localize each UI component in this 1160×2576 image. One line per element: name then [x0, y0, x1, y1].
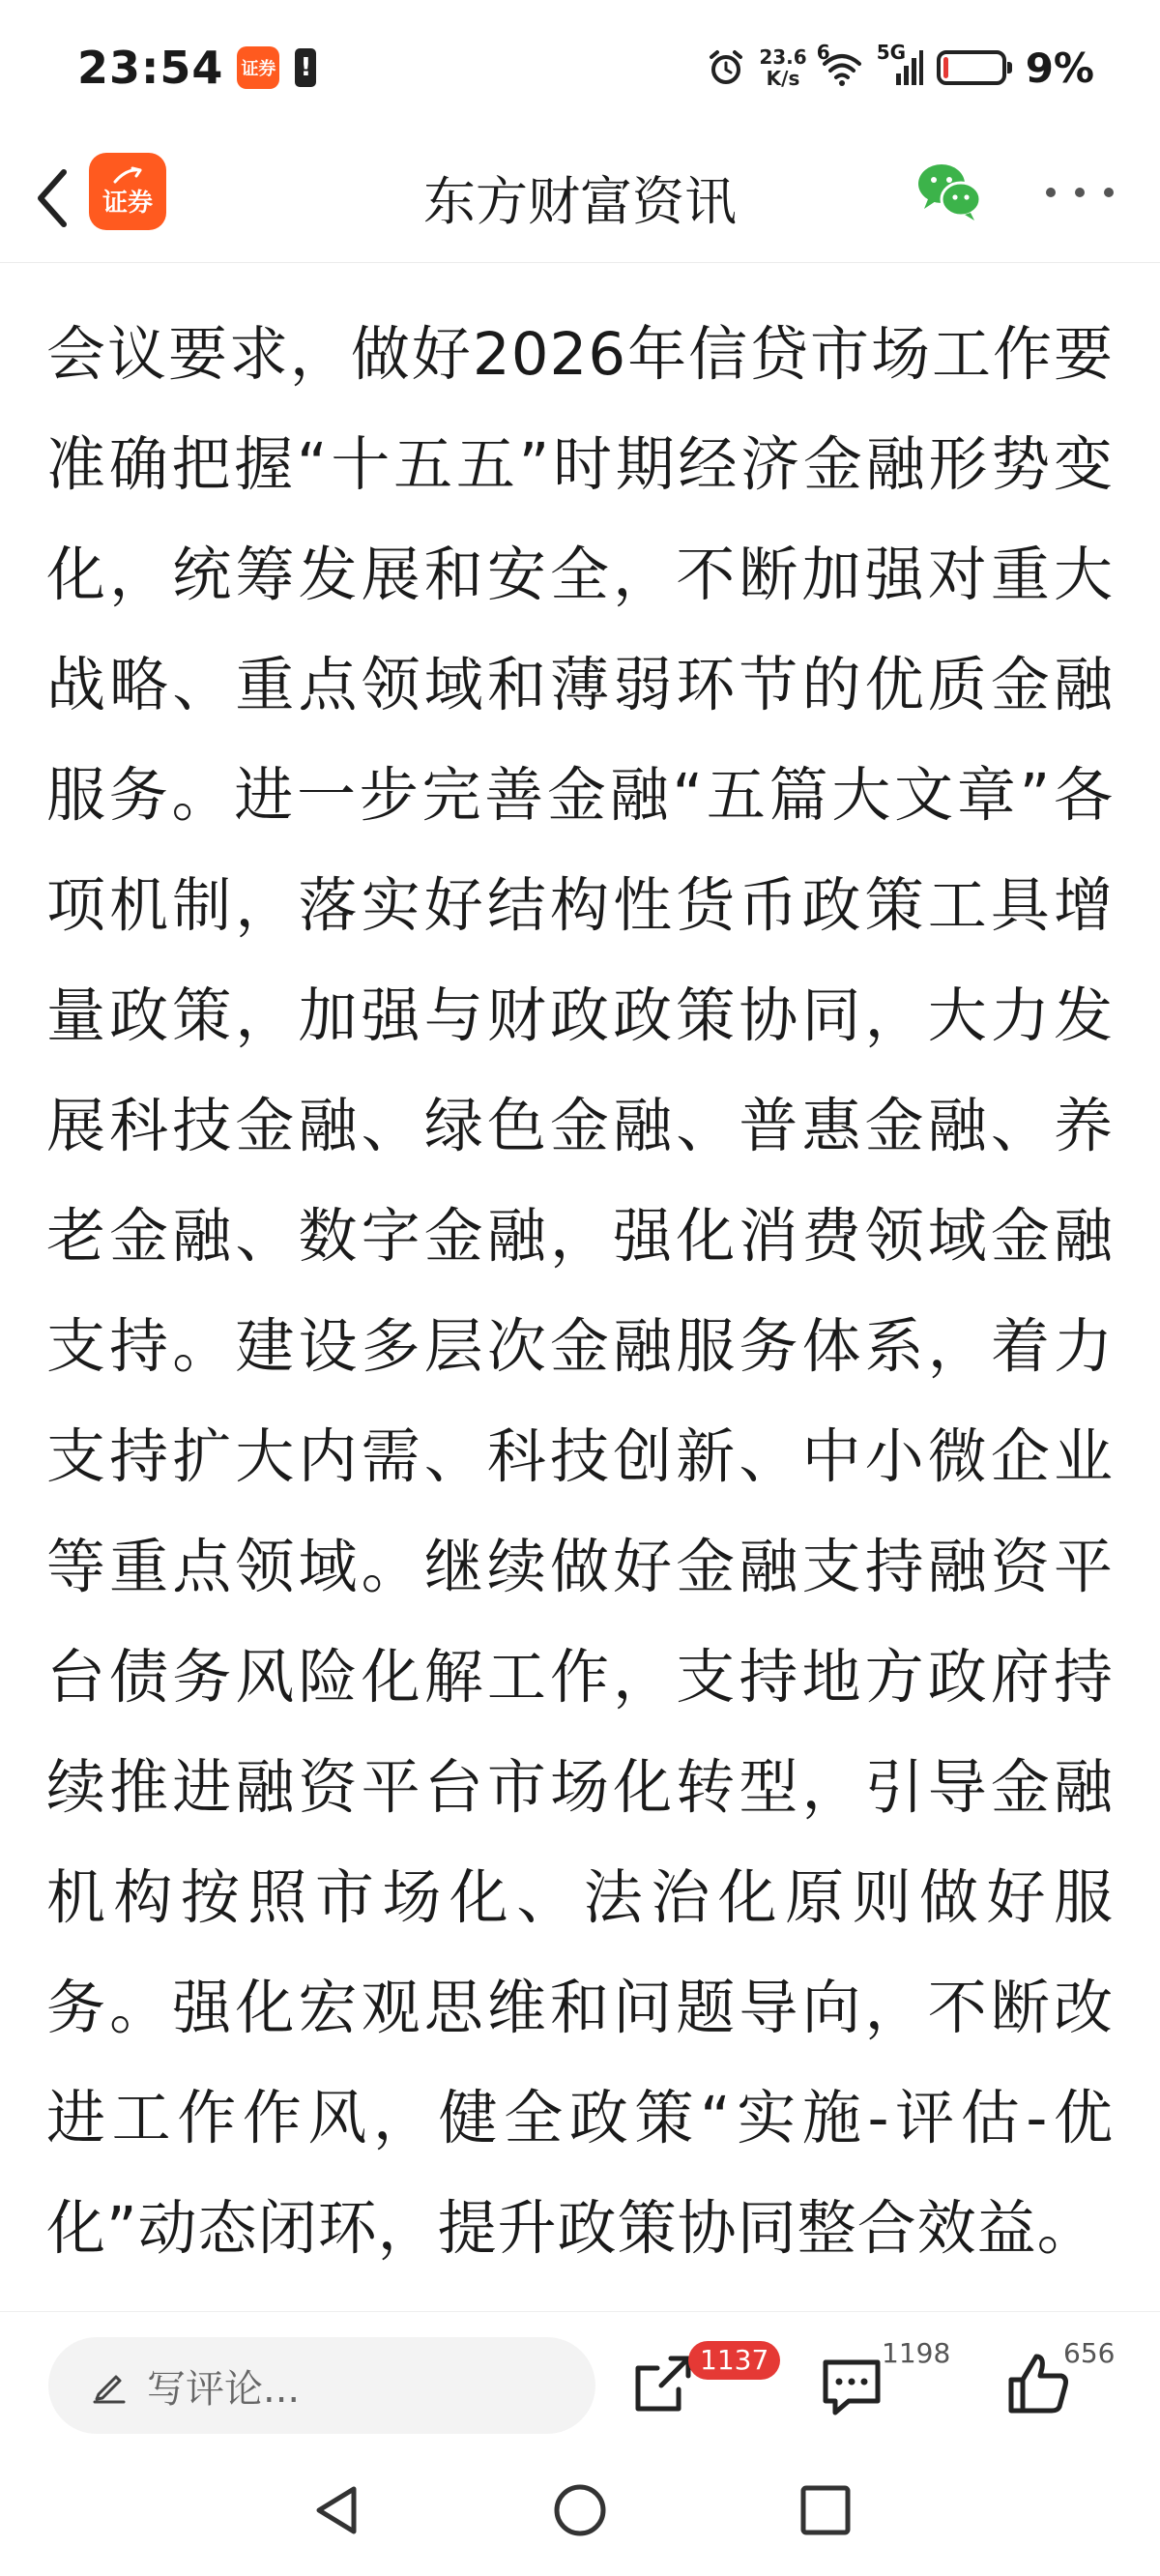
app-header — [0, 135, 1160, 263]
status-time: 23:54 — [77, 42, 224, 94]
system-nav-bar — [0, 2446, 1160, 2576]
battery-fill — [943, 57, 948, 78]
more-dot — [1104, 188, 1114, 197]
comment-icon[interactable] — [820, 2355, 884, 2418]
comment-input[interactable] — [48, 2337, 595, 2434]
share-icon[interactable] — [628, 2351, 696, 2418]
share-count-badge: 1137 — [688, 2341, 780, 2380]
pencil-icon — [91, 2367, 128, 2404]
nav-back-icon[interactable] — [307, 2481, 365, 2539]
action-bar — [0, 2311, 1160, 2447]
cellular-type-label: 5G — [876, 41, 907, 64]
more-dot — [1046, 188, 1056, 197]
alarm-icon — [707, 48, 745, 87]
like-count: 656 — [1063, 2337, 1116, 2369]
network-speed-value: 23.6 — [759, 45, 807, 69]
network-speed — [759, 46, 806, 89]
securities-app-icon: 证券 — [237, 46, 279, 89]
comment-placeholder: 写评论... — [147, 2366, 301, 2412]
article-paragraph: 会议要求，做好2026年信贷市场工作要准确把握“十五五”时期经济金融形势变化，统筹发展和安全，不断加强对重大战略、重点领域和薄弱环节的优质金融服务。进一步完善金融“五篇大文章”各项机制，落实好结构性货币政策工具增量政策，加强与财政政策协同，大力发展科技金融、绿色金融、普惠金融、养老金融、数字金融，强化消费领域金融支持。建设多层次金融服务体系，着力支持扩大内需、科技创新、中小微企业等重点领域。继续做好金融支持融资平台债务风险化解工作，支持地方政府持续推进融资平台市场化转型，引导金融机构按照市场化、法治化原则做好服务。强化宏观思维和问题导向，不断改进工作作风，健全政策“实施-评估-优化”动态闭环，提升政策协同整合效益。 — [46, 320, 1114, 2263]
nav-recent-icon[interactable] — [798, 2483, 853, 2537]
status-indicators — [707, 41, 1094, 92]
wechat-icon[interactable] — [914, 161, 984, 222]
page-title: 东方财富资讯 — [423, 171, 737, 232]
more-button[interactable] — [1046, 178, 1114, 207]
nav-home-icon[interactable] — [551, 2481, 609, 2539]
wifi-indicator — [816, 41, 863, 87]
battery-icon — [937, 50, 1006, 85]
cellular-indicator — [876, 41, 923, 87]
comment-count: 1198 — [882, 2337, 951, 2369]
wifi-standard-label: 6 — [816, 41, 830, 64]
logo-label: 证券 — [102, 189, 153, 218]
article-content[interactable] — [46, 300, 1114, 2311]
more-dot — [1075, 188, 1085, 197]
status-bar — [0, 0, 1160, 135]
network-speed-unit: K/s — [766, 67, 800, 90]
battery-percent: 9% — [1025, 44, 1094, 92]
battery-alert-icon: ! — [295, 48, 316, 87]
